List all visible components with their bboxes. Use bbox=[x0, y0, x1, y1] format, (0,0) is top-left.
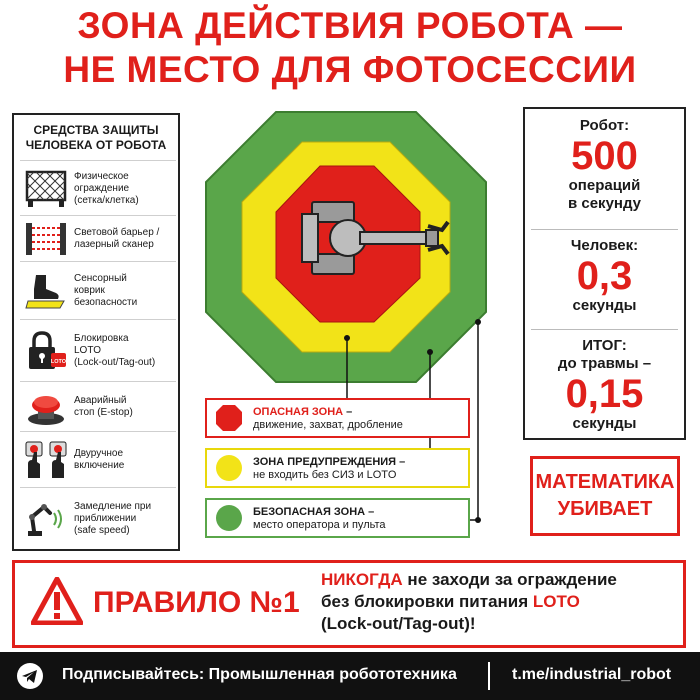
total-stat-value: 0,15 bbox=[565, 372, 644, 416]
protection-item: LOTO Блокировка LOTO (Lock-out/Tag-out) bbox=[20, 319, 176, 382]
danger-octagon-icon bbox=[215, 404, 243, 432]
human-stat-value: 0,3 bbox=[576, 254, 633, 298]
warning-triangle-icon bbox=[31, 577, 83, 625]
warning-zone-legend: ЗОНА ПРЕДУПРЕЖДЕНИЯ – не входить без СИЗ и LOTO bbox=[205, 448, 470, 488]
protection-item: Сенсорный коврик безопасности bbox=[20, 261, 176, 320]
page-title-line-1: ЗОНА ДЕЙСТВИЯ РОБОТА — bbox=[77, 5, 623, 46]
protection-item: Двуручное включение bbox=[20, 431, 176, 488]
protection-item: Замедление при приближении (safe speed) bbox=[20, 487, 176, 550]
estop-button-icon bbox=[24, 387, 68, 427]
human-stat: Человек: 0,3 секунды bbox=[525, 237, 684, 315]
footer-separator bbox=[488, 662, 490, 690]
protection-item: Аварийный стоп (E-stop) bbox=[20, 381, 176, 432]
light-barrier-icon bbox=[24, 219, 68, 259]
footer-bar bbox=[0, 652, 700, 700]
padlock-icon bbox=[24, 331, 68, 371]
total-stat: ИТОГ: до травмы – 0,15 секунды bbox=[525, 337, 684, 433]
robot-stat: Робот: 500 операций в секунду bbox=[525, 117, 684, 213]
protection-panel bbox=[12, 113, 180, 551]
safe-zone-legend: БЕЗОПАСНАЯ ЗОНА – место оператора и пульта bbox=[205, 498, 470, 538]
channel-link[interactable]: t.me/industrial_robot bbox=[512, 666, 672, 683]
danger-zone-legend: ОПАСНАЯ ЗОНА – движение, захват, дробление bbox=[205, 398, 470, 438]
rule-title: ПРАВИЛО №1 bbox=[93, 586, 300, 619]
protection-item: Световой барьер / лазерный сканер bbox=[20, 215, 176, 262]
divider bbox=[531, 329, 678, 330]
divider bbox=[531, 229, 678, 230]
rule-banner bbox=[12, 560, 686, 648]
fence-mesh-icon bbox=[24, 169, 68, 209]
protection-heading: СРЕДСТВА ЗАЩИТЫ ЧЕЛОВЕКА ОТ РОБОТА bbox=[25, 123, 167, 152]
telegram-icon[interactable] bbox=[16, 662, 44, 690]
page-title-line-2: НЕ МЕСТО ДЛЯ ФОТОСЕССИИ bbox=[63, 49, 637, 90]
protection-item: Физическое ограждение (сетка/клетка) bbox=[20, 160, 176, 216]
stats-panel bbox=[523, 107, 686, 440]
warning-circle-icon bbox=[215, 454, 243, 482]
subscribe-text: Подписывайтесь: Промышленная робототехника bbox=[62, 666, 457, 683]
robot-arm-slowdown-icon bbox=[24, 499, 68, 539]
two-hand-icon bbox=[24, 440, 68, 480]
loto-tag-label: LOTO bbox=[50, 359, 67, 365]
math-kills-box: МАТЕМАТИКА УБИВАЕТ bbox=[530, 456, 680, 536]
safety-mat-icon bbox=[24, 271, 68, 311]
robot-stat-value: 500 bbox=[571, 134, 638, 178]
rule-text: НИКОГДА не заходи за ограждение без блокировки питания LOTO (Lock-out/Tag-out)! bbox=[321, 570, 617, 633]
safe-circle-icon bbox=[215, 504, 243, 532]
